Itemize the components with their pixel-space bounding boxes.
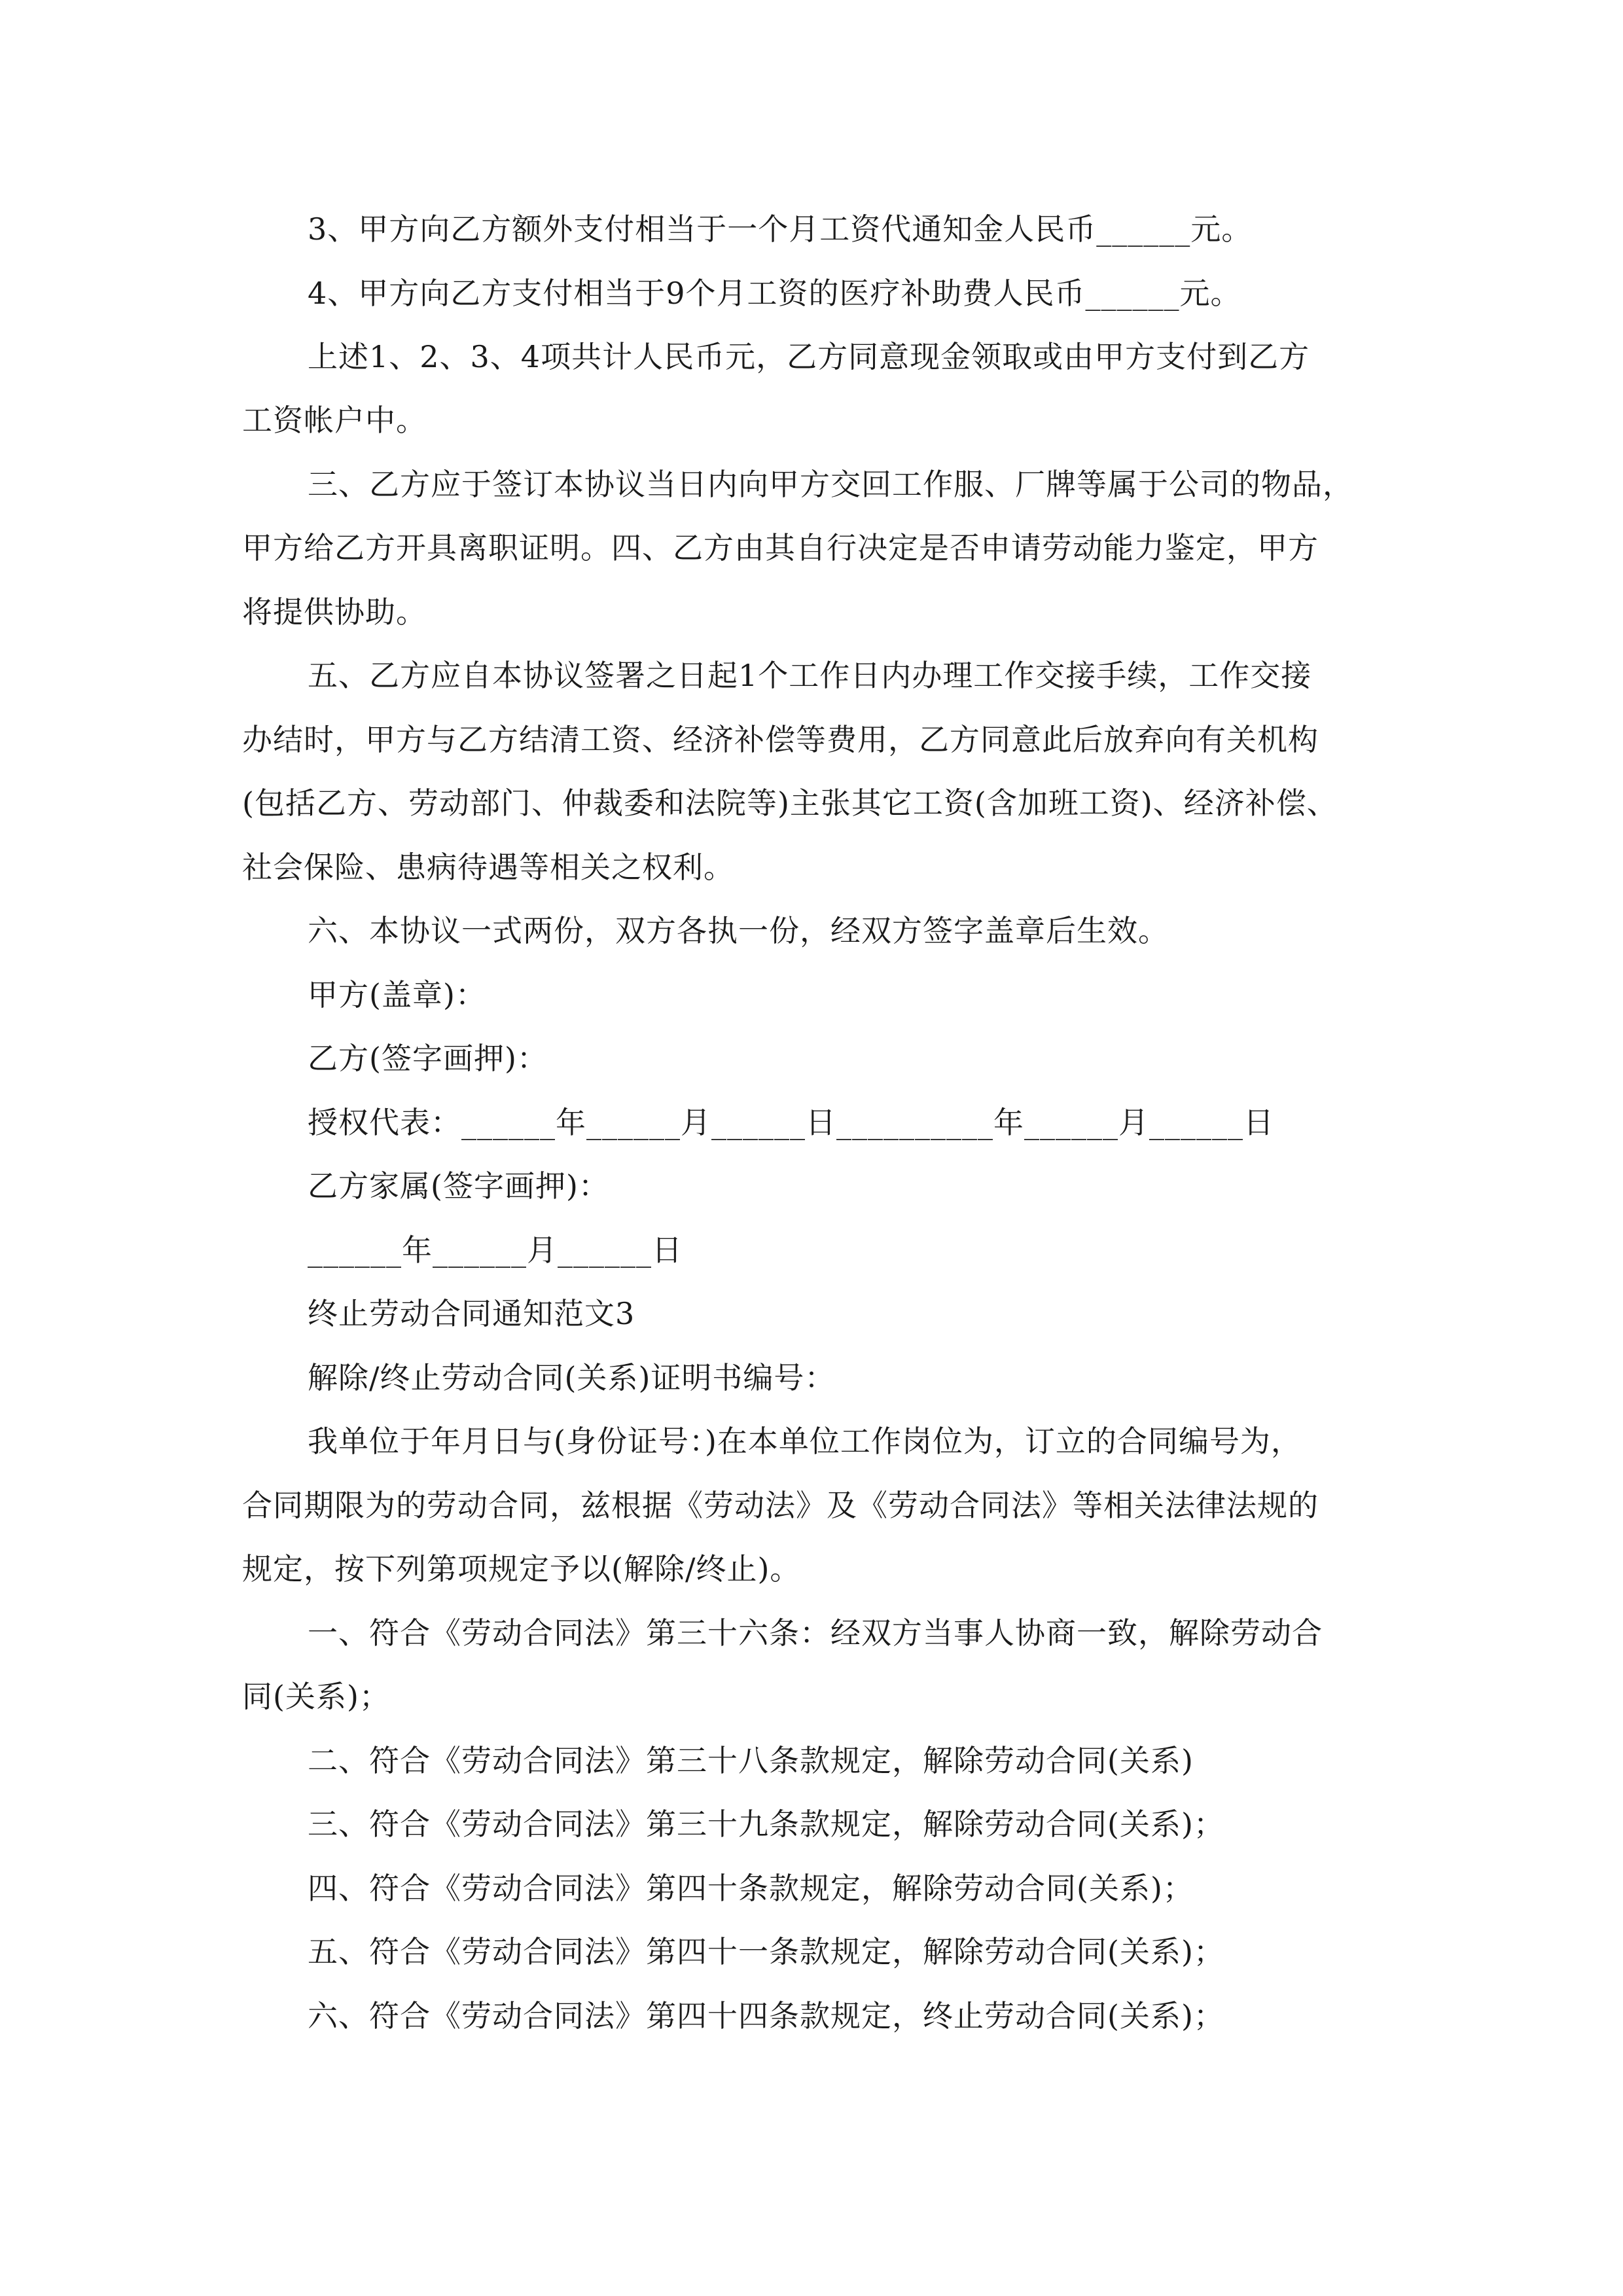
text-line: 终止劳动合同通知范文3 xyxy=(308,1296,635,1331)
text-line: 同(关系)； xyxy=(242,1679,390,1714)
text-line: 一、符合《劳动合同法》第三十六条：经双方当事人协商一致，解除劳动合 xyxy=(308,1615,1323,1651)
text-line: 五、乙方应自本协议签署之日起1个工作日内办理工作交接手续，工作交接 xyxy=(308,658,1312,693)
text-line: 规定，按下列第项规定予以(解除/终止)。 xyxy=(242,1551,801,1587)
text-line: 三、符合《劳动合同法》第三十九条款规定，解除劳动合同(关系)； xyxy=(308,1806,1224,1842)
text-line: 六、符合《劳动合同法》第四十四条款规定，终止劳动合同(关系)； xyxy=(308,1998,1224,2034)
text-line: 乙方(签字画押)： xyxy=(308,1041,548,1076)
text-line: 办结时，甲方与乙方结清工资、经济补偿等费用，乙方同意此后放弃向有关机构 xyxy=(242,722,1319,757)
text-line: 将提供协助。 xyxy=(242,594,427,630)
text-line: 3、甲方向乙方额外支付相当于一个月工资代通知金人民币______元。 xyxy=(308,211,1253,247)
text-line: 我单位于年月日与(身份证号：)在本单位工作岗位为，订立的合同编号为， xyxy=(308,1424,1302,1459)
text-line: 解除/终止劳动合同(关系)证明书编号： xyxy=(308,1360,836,1395)
text-line: 上述1、2、3、4项共计人民币元，乙方同意现金领取或由甲方支付到乙方 xyxy=(308,339,1310,374)
text-line: (包括乙方、劳动部门、仲裁委和法院等)主张其它工资(含加班工资)、经济补偿、 xyxy=(242,785,1338,821)
text-line: 甲方给乙方开具离职证明。四、乙方由其自行决定是否申请劳动能力鉴定，甲方 xyxy=(242,530,1319,565)
text-line: 乙方家属(签字画押)： xyxy=(308,1168,609,1204)
text-line: 社会保险、患病待遇等相关之权利。 xyxy=(242,850,734,885)
text-line: 三、乙方应于签订本协议当日内向甲方交回工作服、厂牌等属于公司的物品， xyxy=(308,467,1353,502)
text-line: 四、符合《劳动合同法》第四十条款规定，解除劳动合同(关系)； xyxy=(308,1871,1194,1906)
text-line: 4、甲方向乙方支付相当于9个月工资的医疗补助费人民币______元。 xyxy=(308,276,1241,311)
text-line: 授权代表：______年______月______日__________年______月______日 xyxy=(308,1105,1274,1140)
text-line: ______年______月______日 xyxy=(308,1232,683,1268)
text-line: 甲方(盖章)： xyxy=(308,977,486,1013)
text-line: 合同期限为的劳动合同，兹根据《劳动法》及《劳动合同法》等相关法律法规的 xyxy=(242,1488,1319,1523)
text-line: 工资帐户中。 xyxy=(242,403,427,438)
text-line: 六、本协议一式两份，双方各执一份，经双方签字盖章后生效。 xyxy=(308,913,1169,948)
text-line: 五、符合《劳动合同法》第四十一条款规定，解除劳动合同(关系)； xyxy=(308,1934,1224,1969)
text-line: 二、符合《劳动合同法》第三十八条款规定，解除劳动合同(关系) xyxy=(308,1743,1194,1778)
